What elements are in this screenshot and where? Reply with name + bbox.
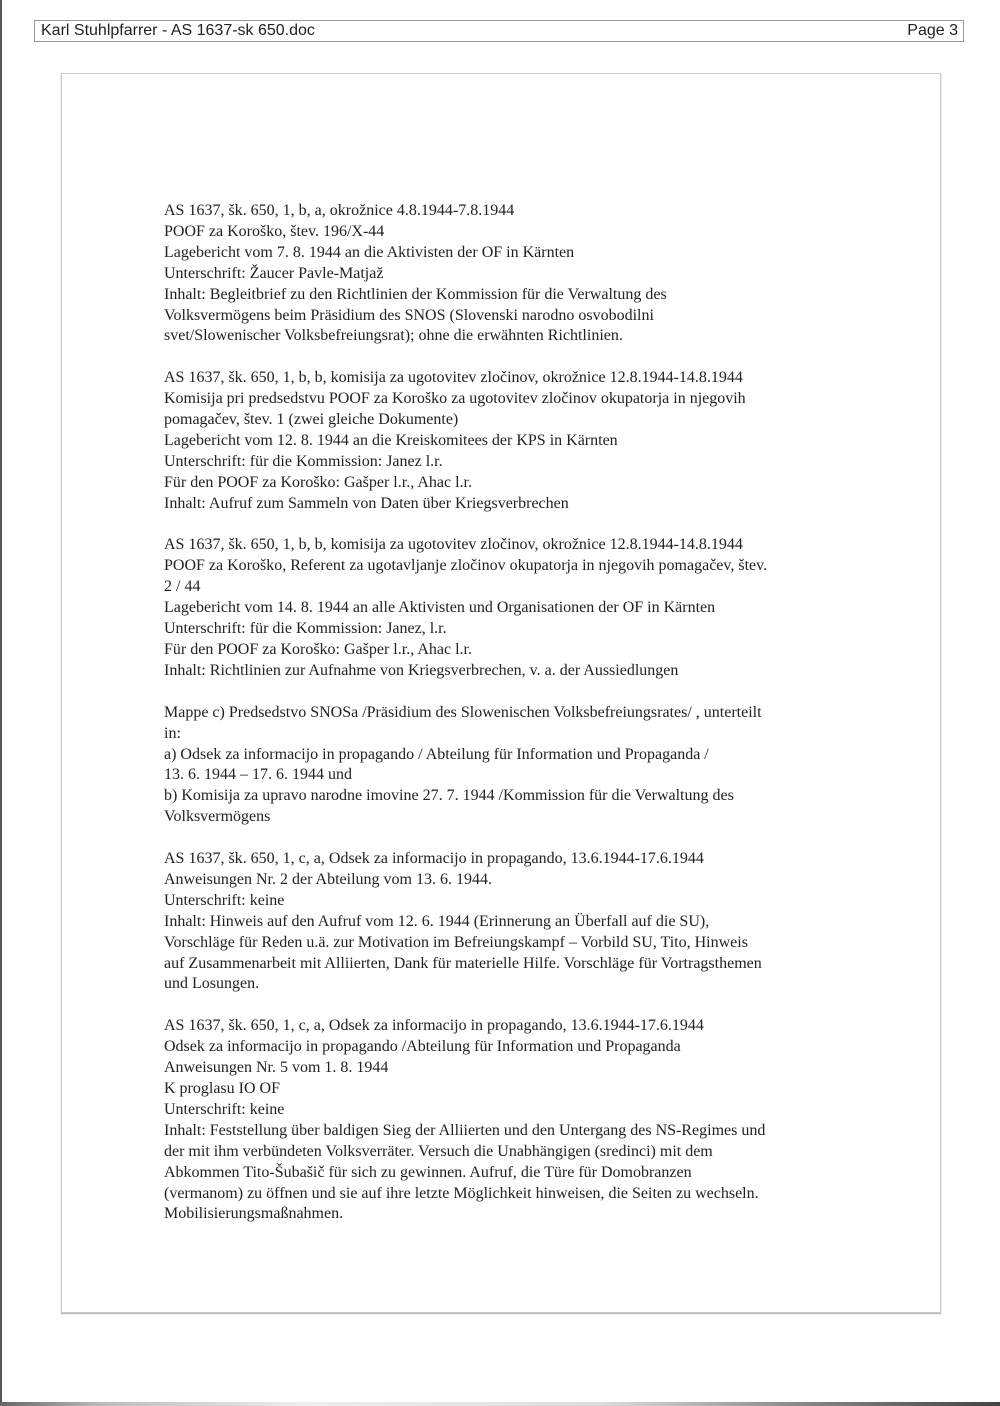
scan-bottom-edge (0, 1402, 1000, 1406)
entry-line: Lagebericht vom 12. 8. 1944 an die Kreiskomitees der KPS in Kärnten (164, 431, 618, 449)
entry-line: Komisija pri predsedstvu POOF za Koroško za ugotovitev zločinov okupatorja in njegovih (164, 390, 746, 408)
entry-line: 13. 6. 1944 – 17. 6. 1944 und (164, 766, 352, 784)
page-number: Page 3 (907, 22, 958, 39)
entry-line: Mappe c) Predsedstvo SNOSa /Präsidium des Slowenischen Volksbefreiungsrates/ , unterteilt (164, 703, 762, 721)
entry-line: K proglasu IO OF (164, 1079, 280, 1097)
entry-line: Lagebericht vom 7. 8. 1944 an die Aktivisten der OF in Kärnten (164, 243, 575, 261)
archive-entry (164, 849, 844, 995)
archive-entry (164, 703, 844, 828)
entry-line: Volksvermögens beim Präsidium des SNOS (Slovenski narodno osvobodilni (164, 306, 654, 324)
archive-entry (164, 1016, 844, 1225)
entry-line: der mit ihm verbündeten Volksverräter. Versuch die Unabhängigen (sredinci) mit dem (164, 1142, 713, 1160)
document-title: Karl Stuhlpfarrer - AS 1637-sk 650.doc (41, 22, 315, 39)
entry-line: Odsek za informacijo in propagando /Abteilung für Information und Propaganda (164, 1038, 681, 1056)
entry-line: Mobilisierungsmaßnahmen. (164, 1205, 344, 1223)
entry-line: 2 / 44 (164, 578, 201, 596)
entry-line: in: (164, 724, 181, 742)
entry-line: b) Komisija za upravo narodne imovine 27. 7. 1944 /Kommission für die Verwaltung des (164, 787, 734, 805)
entry-line: a) Odsek za informacijo in propagando / Abteilung für Information und Propaganda / (164, 745, 709, 763)
scan-left-edge (0, 0, 2, 1406)
entry-line: Inhalt: Richtlinien zur Aufnahme von Kriegsverbrechen, v. a. der Aussiedlungen (164, 661, 679, 679)
entry-line: Inhalt: Aufruf zum Sammeln von Daten über Kriegsverbrechen (164, 494, 569, 512)
entry-line: Anweisungen Nr. 2 der Abteilung vom 13. 6. 1944. (164, 870, 492, 888)
entry-line: Anweisungen Nr. 5 vom 1. 8. 1944 (164, 1059, 389, 1077)
entry-line: Unterschrift: keine (164, 1100, 285, 1118)
entry-line: Für den POOF za Koroško: Gašper l.r., Ahac l.r. (164, 641, 472, 658)
entry-line: AS 1637, šk. 650, 1, c, a, Odsek za informacijo in propagando, 13.6.1944-17.6.1944 (164, 1017, 704, 1035)
entry-line: Unterschrift: keine (164, 891, 285, 909)
entry-line: AS 1637, šk. 650, 1, b, b, komisija za ugotovitev zločinov, okrožnice 12.8.1944-14.8.1944 (164, 369, 743, 387)
entry-line: Inhalt: Begleitbrief zu den Richtlinien der Kommission für die Verwaltung des (164, 285, 667, 303)
entry-line: (vermanom) zu öffnen und sie auf ihre letzte Möglichkeit hinweisen, die Seiten zu wechseln. (164, 1184, 759, 1202)
entry-line: AS 1637, šk. 650, 1, c, a, Odsek za informacijo in propagando, 13.6.1944-17.6.1944 (164, 850, 704, 868)
entry-line: Lagebericht vom 14. 8. 1944 an alle Aktivisten und Organisationen der OF in Kärnten (164, 599, 716, 617)
archive-entry (164, 535, 844, 681)
entry-line: Abkommen Tito-Šubašič für sich zu gewinnen. Aufruf, die Türe für Domobranzen (164, 1163, 692, 1181)
archive-entry (164, 201, 844, 347)
entry-line: und Losungen. (164, 975, 260, 993)
entry-line: AS 1637, šk. 650, 1, b, a, okrožnice 4.8.1944-7.8.1944 (164, 202, 515, 219)
entry-line: auf Zusammenarbeit mit Alliierten, Dank für materielle Hilfe. Vorschläge für Vortragsthemen (164, 954, 762, 972)
entry-line: POOF za Koroško, štev. 196/X-44 (164, 222, 385, 240)
entry-line: POOF za Koroško, Referent za ugotavljanje zločinov okupatorja in njegovih pomagačev, štev. (164, 557, 768, 575)
entry-line: pomagačev, štev. 1 (zwei gleiche Dokumente) (164, 411, 459, 429)
archive-entry (164, 368, 844, 514)
entry-line: Inhalt: Feststellung über baldigen Sieg der Alliierten und den Untergang des NS-Regimes und (164, 1121, 766, 1139)
entry-line: Unterschrift: für die Kommission: Janez l.r. (164, 452, 443, 470)
entry-line: Inhalt: Hinweis auf den Aufruf vom 12. 6. 1944 (Erinnerung an Überfall auf die SU), (164, 912, 710, 930)
document-header (34, 20, 964, 42)
entry-line: AS 1637, šk. 650, 1, b, b, komisija za ugotovitev zločinov, okrožnice 12.8.1944-14.8.1944 (164, 536, 743, 554)
document-body (164, 201, 844, 1246)
entry-line: Unterschrift: für die Kommission: Janez, l.r. (164, 620, 447, 638)
entry-line: Vorschläge für Reden u.ä. zur Motivation im Befreiungskampf – Vorbild SU, Tito, Hinweis (164, 933, 748, 951)
entry-line: svet/Slowenischer Volksbefreiungsrat); ohne die erwähnten Richtlinien. (164, 327, 623, 345)
entry-line: Unterschrift: Žaucer Pavle-Matjaž (164, 264, 384, 282)
entry-line: Für den POOF za Koroško: Gašper l.r., Ahac l.r. (164, 473, 472, 491)
entry-line: Volksvermögens (164, 808, 271, 826)
